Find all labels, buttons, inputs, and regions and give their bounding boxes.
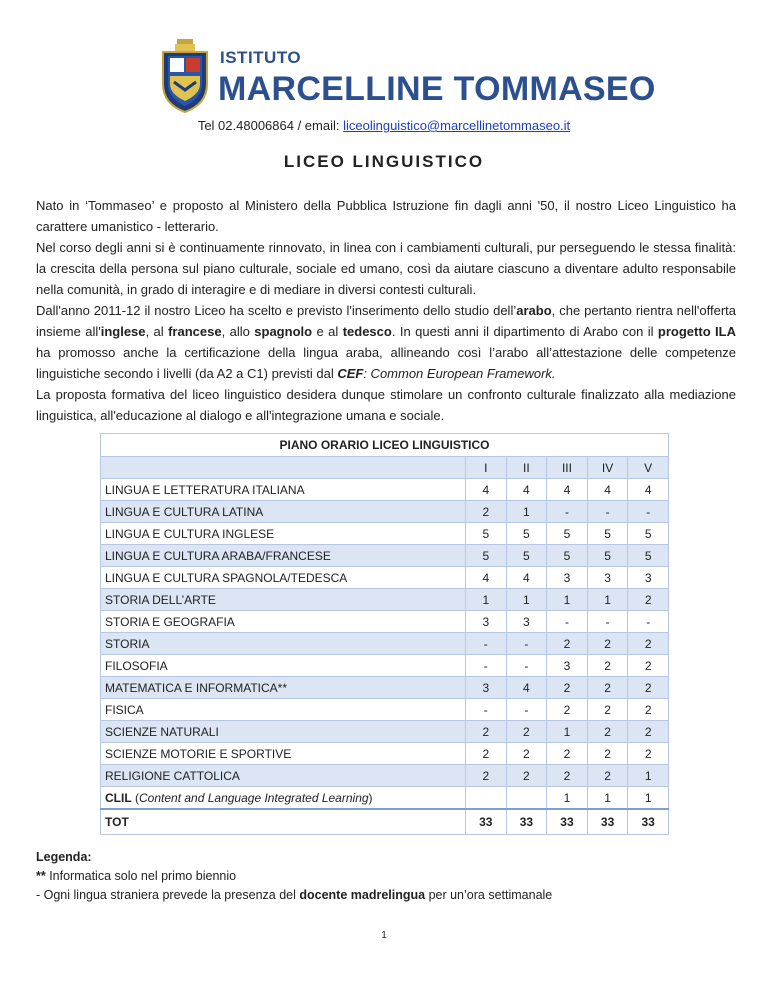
hours-cell: 2 (587, 765, 628, 787)
total-cell: 33 (506, 809, 547, 835)
total-cell: 33 (587, 809, 628, 835)
subject-cell: LINGUA E CULTURA SPAGNOLA/TEDESCA (101, 567, 466, 589)
header-blank-cell (101, 457, 466, 479)
legend-item-2: - Ogni lingua straniera prevede la presenza del docente madrelingua per un’ora settimanale (36, 888, 553, 902)
table-header-row (101, 457, 669, 479)
total-cell: 33 (628, 809, 669, 835)
hours-cell (506, 787, 547, 810)
hours-cell: 4 (466, 567, 507, 589)
table-row (101, 699, 669, 721)
hours-cell: - (466, 633, 507, 655)
page-number: 1 (381, 930, 387, 941)
hours-cell: 5 (587, 545, 628, 567)
subject-cell: STORIA E GEOGRAFIA (101, 611, 466, 633)
subject-cell: LINGUA E CULTURA LATINA (101, 501, 466, 523)
table-row (101, 545, 669, 567)
hours-cell: 1 (466, 589, 507, 611)
total-cell: 33 (466, 809, 507, 835)
hours-cell: 2 (466, 765, 507, 787)
hours-cell: 3 (466, 677, 507, 699)
hours-cell: - (506, 699, 547, 721)
hours-cell: 4 (506, 479, 547, 501)
hours-cell: 1 (587, 589, 628, 611)
hours-cell: 1 (506, 589, 547, 611)
subject-cell: LINGUA E CULTURA ARABA/FRANCESE (101, 545, 466, 567)
hours-cell: 2 (506, 721, 547, 743)
hours-cell: - (587, 611, 628, 633)
hours-cell: 1 (587, 787, 628, 810)
subject-cell: RELIGIONE CATTOLICA (101, 765, 466, 787)
hours-cell: - (547, 501, 588, 523)
hours-cell: 1 (547, 787, 588, 810)
hours-cell: 2 (547, 765, 588, 787)
hours-cell: 1 (628, 787, 669, 810)
hours-cell: 4 (506, 567, 547, 589)
year-header: V (628, 457, 669, 479)
logo-subtitle: ISTITUTO (220, 48, 302, 67)
hours-cell: 3 (547, 567, 588, 589)
table-row-total (101, 809, 669, 835)
table-row (101, 677, 669, 699)
hours-cell: 4 (547, 479, 588, 501)
intro-paragraph-2: Nel corso degli anni si è continuamente rinnovato, in linea con i cambiamenti culturali, pur perseguendo le stessa finalità: la crescita della persona sul piano culturale, sociale ed umano, così da aiutare ciascuno a diventare adulto responsabile nella comunità, in grado di interagire e di mediare in diversi contesti culturali. (36, 240, 736, 297)
hours-cell: 1 (547, 721, 588, 743)
year-header: IV (587, 457, 628, 479)
legend (36, 848, 552, 905)
hours-cell: 2 (466, 501, 507, 523)
subject-cell: SCIENZE MOTORIE E SPORTIVE (101, 743, 466, 765)
hours-cell: - (628, 611, 669, 633)
legend-item-1: ** Informatica solo nel primo biennio (36, 869, 237, 883)
table-row (101, 633, 669, 655)
hours-cell: 3 (628, 567, 669, 589)
legend-title: Legenda: (36, 850, 92, 864)
subject-cell: STORIA (101, 633, 466, 655)
subject-cell: FISICA (101, 699, 466, 721)
table-row (101, 523, 669, 545)
hours-cell: 5 (506, 523, 547, 545)
table-row (101, 765, 669, 787)
hours-cell: 3 (547, 655, 588, 677)
hours-cell: 2 (587, 743, 628, 765)
hours-cell: 2 (628, 655, 669, 677)
year-header: I (466, 457, 507, 479)
hours-cell: 1 (628, 765, 669, 787)
hours-cell: - (466, 699, 507, 721)
hours-cell: 2 (466, 721, 507, 743)
subject-cell: FILOSOFIA (101, 655, 466, 677)
hours-cell: 2 (628, 721, 669, 743)
hours-cell: 4 (628, 479, 669, 501)
hours-cell: 5 (628, 523, 669, 545)
intro-paragraph-4: La proposta formativa del liceo linguistico desidera dunque stimolare un confronto culturale finalizzato alla mediazione linguistica, all'educazione al dialogo e all'integrazione umana e sociale. (36, 387, 736, 423)
hours-cell: 1 (506, 501, 547, 523)
hours-cell: 4 (466, 479, 507, 501)
hours-cell: 2 (466, 743, 507, 765)
clil-cell: CLIL (Content and Language Integrated Learning) (101, 787, 466, 810)
table-row (101, 479, 669, 501)
table-title: PIANO ORARIO LICEO LINGUISTICO (101, 434, 669, 457)
crest-icon (160, 38, 210, 114)
subject-cell: SCIENZE NATURALI (101, 721, 466, 743)
hours-cell (466, 787, 507, 810)
email-link[interactable]: liceolinguistico@marcellinetommaseo.it (343, 118, 571, 133)
total-label: TOT (101, 809, 466, 835)
table-row-clil (101, 787, 669, 810)
school-logo (160, 36, 656, 116)
hours-cell: 4 (506, 677, 547, 699)
table-row (101, 567, 669, 589)
hours-cell: 2 (547, 743, 588, 765)
intro-paragraph-3: Dall'anno 2011-12 il nostro Liceo ha scelto e previsto l'inserimento dello studio dell’arabo, che pertanto rientra nell'offerta insieme all'inglese, al francese, allo spagnolo e al tedesco. In questi anni il dipartimento di Arabo con il progetto ILA ha promosso anche la certificazione della lingua araba, allineando così l’arabo all’attestazione delle competenze linguistiche secondo i livelli (da A2 a C1) previsti dal CEF: Common European Framework. (36, 303, 736, 381)
contact-phone: Tel 02.48006864 / email: (197, 118, 344, 133)
hours-cell: - (506, 633, 547, 655)
hours-cell: 2 (628, 633, 669, 655)
table-row (101, 743, 669, 765)
contact-line (0, 118, 768, 133)
intro-text (36, 195, 736, 426)
subject-cell: LINGUA E LETTERATURA ITALIANA (101, 479, 466, 501)
hours-cell: 3 (466, 611, 507, 633)
hours-cell: 2 (628, 743, 669, 765)
hours-cell: 2 (628, 677, 669, 699)
hours-cell: 2 (587, 677, 628, 699)
hours-cell: - (547, 611, 588, 633)
intro-paragraph-1: Nato in ‘Tommaseo’ e proposto al Ministero della Pubblica Istruzione fin dagli anni '50, il nostro Liceo Linguistico ha carattere umanistico - letterario. (36, 198, 736, 234)
hours-cell: 3 (506, 611, 547, 633)
logo-title: MARCELLINE TOMMASEO (218, 70, 656, 108)
hours-cell: 3 (587, 567, 628, 589)
hours-cell: - (587, 501, 628, 523)
hours-cell: - (466, 655, 507, 677)
year-header: III (547, 457, 588, 479)
hours-cell: 2 (628, 699, 669, 721)
total-cell: 33 (547, 809, 588, 835)
hours-cell: 2 (547, 699, 588, 721)
subject-cell: LINGUA E CULTURA INGLESE (101, 523, 466, 545)
hours-cell: 5 (547, 545, 588, 567)
hours-cell: 4 (587, 479, 628, 501)
hours-cell: 2 (587, 699, 628, 721)
hours-cell: 2 (506, 743, 547, 765)
table-row (101, 501, 669, 523)
hours-cell: 5 (506, 545, 547, 567)
hours-cell: - (506, 655, 547, 677)
hours-cell: 5 (466, 545, 507, 567)
table-row (101, 611, 669, 633)
table-row (101, 655, 669, 677)
page-title: LICEO LINGUISTICO (283, 152, 485, 171)
hours-cell: 2 (587, 633, 628, 655)
hours-cell: 5 (587, 523, 628, 545)
schedule-table (100, 433, 669, 835)
subject-cell: MATEMATICA E INFORMATICA** (101, 677, 466, 699)
hours-cell: 2 (547, 677, 588, 699)
hours-cell: 2 (628, 589, 669, 611)
hours-cell: 2 (587, 721, 628, 743)
year-header: II (506, 457, 547, 479)
hours-cell: 1 (547, 589, 588, 611)
hours-cell: 5 (547, 523, 588, 545)
hours-cell: 2 (506, 765, 547, 787)
table-row (101, 589, 669, 611)
hours-cell: 5 (466, 523, 507, 545)
subject-cell: STORIA DELL’ARTE (101, 589, 466, 611)
hours-cell: 2 (587, 655, 628, 677)
hours-cell: - (628, 501, 669, 523)
hours-cell: 2 (547, 633, 588, 655)
hours-cell: 5 (628, 545, 669, 567)
table-row (101, 721, 669, 743)
